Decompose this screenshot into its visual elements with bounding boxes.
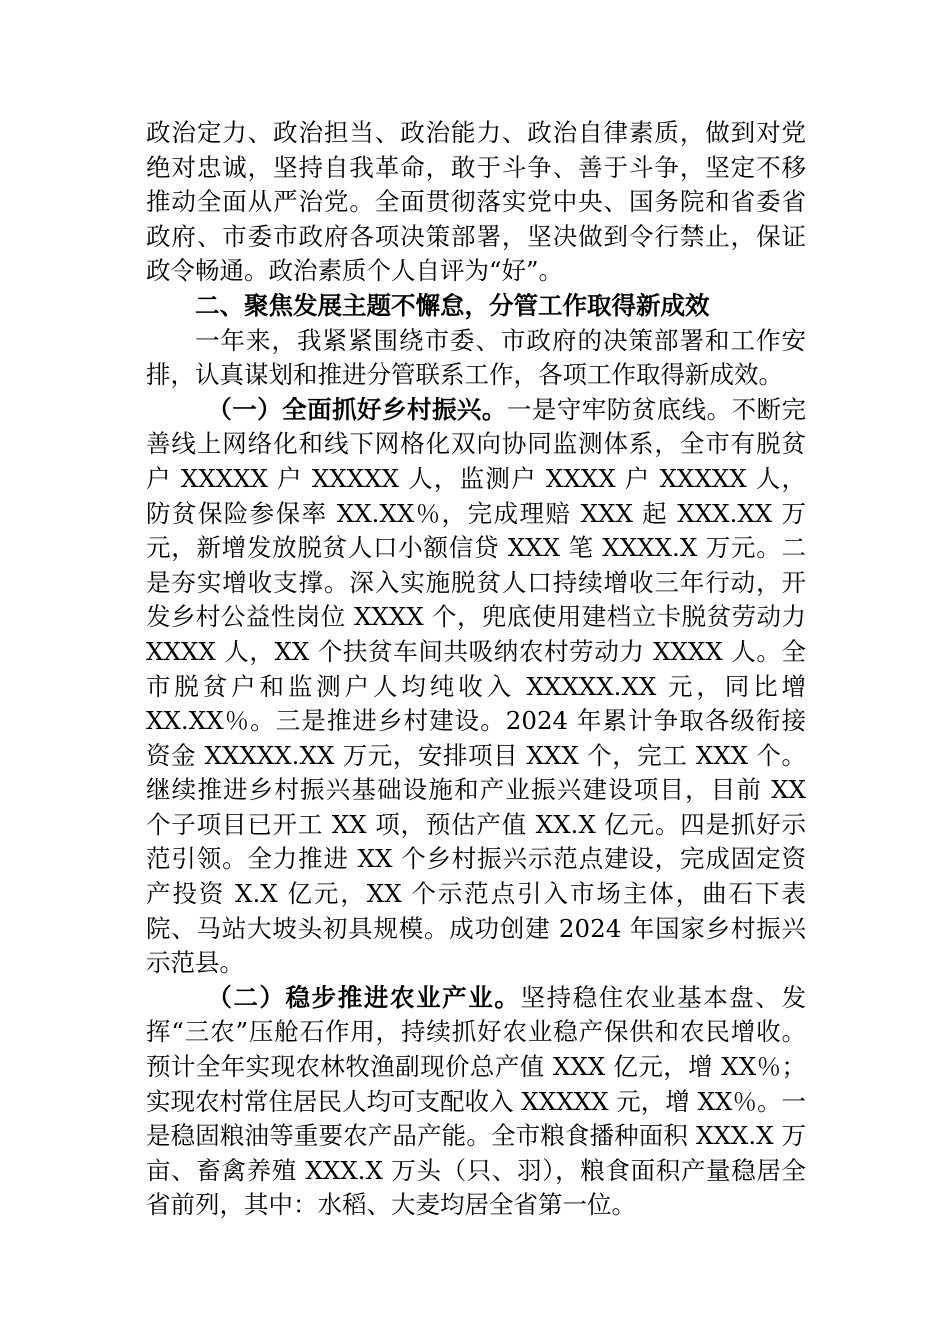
section-heading-two: 二、聚焦发展主题不懈怠，分管工作取得新成效: [195, 290, 710, 320]
subheading-agriculture: （二）稳步推进农业产业。: [207, 982, 521, 1012]
paragraph-political-quality: 政治定力、政治担当、政治能力、政治自律素质，做到对党绝对忠诚，坚持自我革命，敢于斗争、善于斗争，坚定不移推动全面从严治党。全面贯彻落实党中央、国务院和省委省政府、市委市政府各项决策部署，坚决做到令行禁止，保证政令畅通。政治素质个人自评为“好”。: [146, 118, 806, 286]
document-body: [146, 116, 806, 1223]
paragraph-rural-revitalization: [146, 393, 806, 981]
paragraph-intro: 一年来，我紧紧围绕市委、市政府的决策部署和工作安排，认真谋划和推进分管联系工作，各项工作取得新成效。: [146, 325, 806, 390]
paragraph-agriculture: [146, 981, 806, 1223]
paragraph-rural-revitalization-text: 一是守牢防贫底线。不断完善线上网络化和线下网格化双向协同监测体系，全市有脱贫户 XXXXX 户 XXXXX 人，监测户 XXXX 户 XXXXX 人，防贫保险参保率 XX.XX％，完成理赔 XXX 起 XXX.XX 万元，新增发放脱贫人口小额信贷 XXX 笔 XXXX.X 万元。二是夯实增收支撑。深入实施脱贫人口持续增收三年行动，开发乡村公益性岗位 XXXX 个，兜底使用建档立卡脱贫劳动力 XXXX 人，XX 个扶贫车间共吸纳农村劳动力 XXXX 人。全市脱贫户和监测户人均纯收入 XXXXX.XX 元，同比增 XX.XX％。三是推进乡村建设。2024 年累计争取各级衔接资金 XXXXX.XX 万元，安排项目 XXX 个，完工 XXX 个。继续推进乡村振兴基础设施和产业振兴建设项目，目前 XX 个子项目已开工 XX 项，预估产值 XX.X 亿元。四是抓好示范引领。全力推进 XX 个乡村振兴示范点建设，完成固定资产投资 X.X 亿元，XX 个示范点引入市场主体，曲石下表院、马站大坡头初具规模。成功创建 2024 年国家乡村振兴示范县。: [146, 394, 806, 978]
paragraph-agriculture-text: 坚持稳住农业基本盘、发挥“三农”压舱石作用，持续抓好农业稳产保供和农民增收。预计全年实现农林牧渔副现价总产值 XXX 亿元，增 XX％；实现农村常住居民人均可支配收入 XXXXX 元，增 XX％。一是稳固粮油等重要农产品产能。全市粮食播种面积 XXX.X 万亩、畜禽养殖 XXX.X 万头（只、羽），粮食面积产量稳居全省前列，其中：水稻、大麦均居全省第一位。: [146, 982, 807, 1220]
subheading-rural-revitalization: （一）全面抓好乡村振兴。: [207, 394, 507, 424]
